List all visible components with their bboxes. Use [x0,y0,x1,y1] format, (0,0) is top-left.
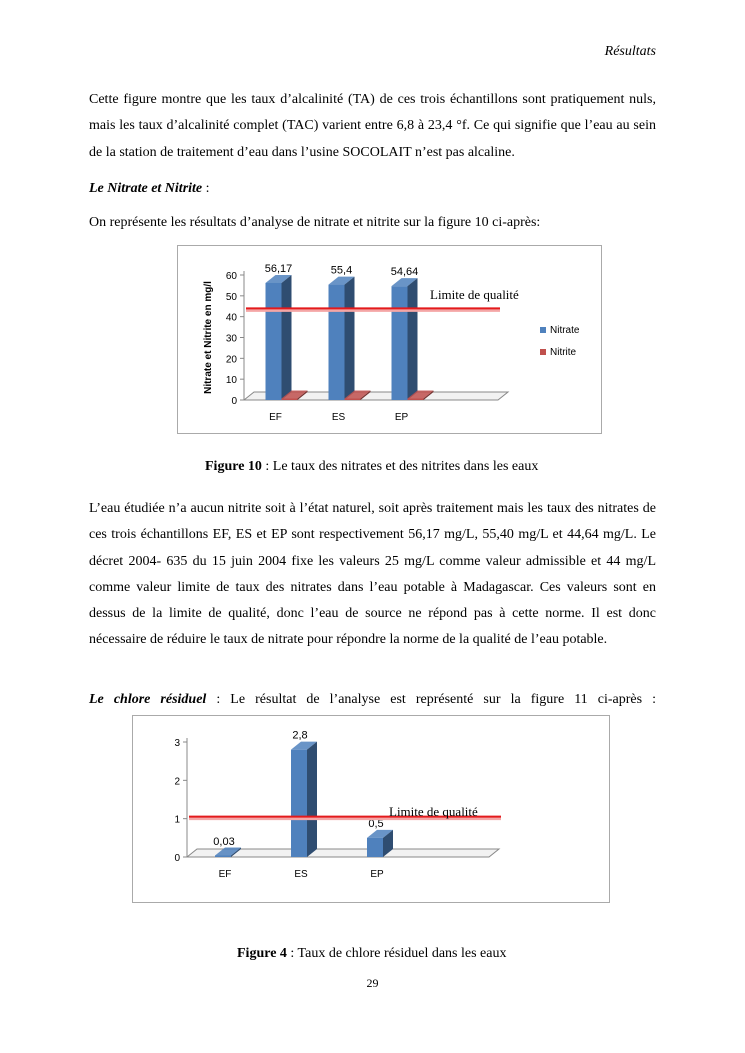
paragraph-nitrate-analysis: L’eau étudiée n’a aucun nitrite soit à l’état naturel, soit après traitement mais les taux des nitrates de ces trois échantillons EF, ES et EP sont respectivement 56,17 mg/L, 55,40 mg/L et 44,64 mg/L. Le décret 2004- 635 du 15 juin 2004 fixe les valeurs 25 mg/L comme valeur admissible et 44 mg/L comme valeur limite de taux des nitrates dans l’eau potable à Madagascar. Ces valeurs sont en dessus de la limite de qualité, donc l’eau de source ne répond pas à cette norme. Il est donc nécessaire de réduire le taux de nitrate pour répondre la norme de la qualité de l’eau potable. [89,501,656,648]
chart-chlore-frame [132,715,610,903]
x-tick-label: EF [269,412,282,423]
heading-nitrate-colon: : [202,181,210,196]
data-label: 0,03 [213,835,235,848]
paragraph-alcalinite: Cette figure montre que les taux d’alcalinité (TA) de ces trois échantillons sont pratiquement nuls, mais les taux d’alcalinité complet (TAC) varient entre 6,8 à 23,4 °f. Ce qui signifie que l’eau au sein de la station de traitement d’eau dans l’usine SOCOLAIT n’est pas alcaline. [89,92,656,160]
paragraph-intro-fig10: On représente les résultats d’analyse de nitrate et nitrite sur la figure 10 ci-après: [89,215,541,230]
figure-10-label: Figure 10 [205,459,262,474]
x-tick-label: EP [370,869,384,880]
y-tick-label: 1 [174,814,180,826]
legend-label-nitrate: Nitrate [550,325,580,336]
legend-swatch-nitrite [540,349,546,355]
y-tick-label: 20 [225,354,237,366]
y-tick-label: 40 [225,312,237,324]
chart-chlore [133,716,609,902]
section-header: Résultats [604,44,656,59]
chart-nitrate-nitrite-frame [177,245,602,434]
data-label: 54,64 [390,266,419,279]
data-label: 0,5 [368,817,384,830]
y-axis-label: Nitrate et Nitrite en mg/l [203,281,214,394]
y-tick-label: 2 [174,776,180,788]
heading-nitrate [89,181,210,197]
chart-nitrate-nitrite [178,246,601,433]
y-tick-label: 3 [174,738,180,749]
x-tick-label: ES [331,412,346,423]
y-tick-label: 0 [231,396,237,407]
heading-nitrate-title: Le Nitrate et Nitrite [89,181,203,196]
bar-chlore-rsiduel-es [291,742,317,857]
data-label: 55,4 [330,264,353,277]
page-number: 29 [366,976,379,990]
figure-4-text: : Taux de chlore résiduel dans les eaux [286,946,507,961]
data-label: 2,8 [292,729,308,742]
x-tick-label: EP [394,412,409,423]
heading-chlore-line [89,687,656,713]
x-tick-label: EF [218,869,232,880]
heading-chlore-text: : Le résultat de l’analyse est représenté sur la figure 11 ci-après : [206,692,656,707]
y-tick-label: 60 [225,271,237,282]
y-tick-label: 10 [225,375,237,387]
bar-nitrate-es [329,277,355,400]
x-tick-label: ES [294,869,308,880]
figure-10-caption [205,459,538,475]
bar-nitrate-ef [266,275,292,400]
figure-10-text: : Le taux des nitrates et des nitrites dans les eaux [261,459,539,474]
limit-line-label: Limite de qualité [430,287,519,302]
y-tick-label: 50 [225,291,237,303]
data-label: 56,17 [264,262,293,275]
figure-4-caption [237,946,506,962]
limit-line-label: Limite de qualité [389,804,478,819]
heading-chlore-title: Le chlore résiduel [89,692,207,707]
figure-4-label: Figure 4 [237,946,287,961]
y-tick-label: 30 [225,333,237,345]
legend-swatch-nitrate [540,327,546,333]
y-tick-label: 0 [174,853,180,864]
bar-nitrate-ep [392,278,418,400]
legend-label-nitrite: Nitrite [550,347,577,358]
